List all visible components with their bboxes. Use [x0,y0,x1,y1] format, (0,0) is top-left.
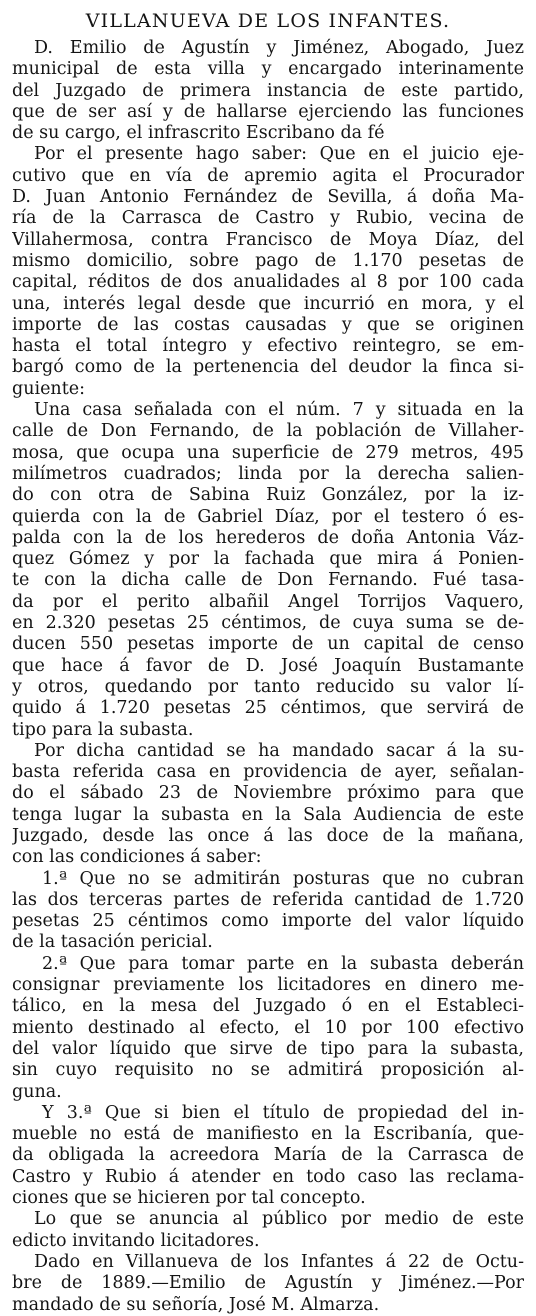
paragraph [12,954,524,1103]
newspaper-notice [12,6,524,1316]
paragraph [12,1103,524,1209]
text-line: una, interés legal desde que incurrió en mora, y el [12,293,524,314]
text-line: sin cuyo requisito no se admitirá proposición al- [12,1060,524,1081]
text-line: miento destinado al efecto, el 10 por 100 efectivo [12,1017,524,1038]
text-line: en 2.320 pesetas 25 céntimos, de cuya suma se de- [12,613,524,634]
text-line: tipo para la subasta. [12,719,194,740]
text-line: del valor líquido que sirve de tipo para la subasta, [12,1038,524,1059]
notice-title: VILLANUEVA DE LOS INFANTES. [85,10,451,32]
text-line: pesetas 25 céntimos como importe del valor líquido [12,911,524,932]
text-line: las dos terceras partes de referida cantidad de 1.720 [12,889,524,910]
text-line: Por dicha cantidad se ha mandado sacar á la su- [34,740,524,761]
text-line: importe de las costas causadas y que se originen [12,314,524,335]
text-line: cutivo que en vía de apremio agita el Procurador [12,165,524,186]
text-line: da por el perito albañil Angel Torrijos Vaquero, [12,591,524,612]
text-line: do el sábado 23 de Noviembre próximo para que [12,783,524,804]
text-line: Juzgado, desde las once á las doce de la mañana, [12,825,524,846]
text-line: Por el presente hago saber: Que en el juicio eje- [34,144,524,165]
text-line: y otros, quedando por tanto reducido su valor lí- [12,676,524,697]
text-line: bre de 1889.—Emilio de Agustín y Jiménez.—Por [12,1273,524,1294]
text-line: 2.ª Que para tomar parte en la subasta deberán [42,953,524,974]
text-line: ría de la Carrasca de Castro y Rubio, vecina de [12,208,524,229]
text-line: calle de Don Fernando, de la población de Villaher- [12,421,524,442]
text-line: tenga lugar la subasta en la Sala Audiencia de este [12,804,524,825]
text-line: do con otra de Sabina Ruiz González, por la iz- [12,485,524,506]
text-line: municipal de esta villa y encargado interinamente [12,59,524,80]
text-line: del Juzgado de primera instancia de este partido, [12,80,524,101]
text-line: da obligada la acreedora María de la Carrasca de [12,1145,524,1166]
text-line: milímetros cuadrados; linda por la derecha salien- [12,463,524,484]
text-line: mueble no está de manifiesto en la Escribanía, que- [12,1124,524,1145]
paragraph [12,400,524,741]
text-line: con las condiciones á saber: [12,847,262,868]
paragraph [12,1252,524,1316]
text-line: mismo domicilio, sobre pago de 1.170 pesetas de [12,250,524,271]
text-line: D. Emilio de Agustín y Jiménez, Abogado, Juez [34,38,524,58]
text-line: palda con la de los herederos de doña Antonia Váz- [12,527,524,548]
text-line: Dado en Villanueva de los Infantes á 22 de Octu- [34,1251,524,1272]
text-line: Una casa señalada con el núm. 7 y situada en la [34,400,524,421]
text-line: consignar previamente los licitadores en dinero me- [12,975,524,996]
text-line: D. Juan Antonio Fernández de Sevilla, á doña Ma- [12,187,524,208]
text-line: basta referida casa en providencia de ayer, señalan- [12,762,524,783]
text-line: edicto invitando licitadores. [12,1230,260,1251]
text-line: de la tasación pericial. [12,932,213,953]
text-line: mandado de su señoría, José M. Almarza. [12,1294,380,1315]
text-line: que de ser así y de hallarse ejerciendo las funciones [12,101,524,122]
text-line: que hace á favor de D. José Joaquín Bustamante [12,655,524,676]
text-line: quierda con la de Gabriel Díaz, por el testero ó es- [12,506,524,527]
paragraph [12,1209,524,1252]
text-line: Y 3.ª Que si bien el título de propiedad del in- [42,1102,524,1123]
text-line: Villahermosa, contra Francisco de Moya Díaz, del [12,229,524,250]
text-line: Castro y Rubio á atender en todo caso las reclama- [12,1166,524,1187]
text-line: de su cargo, el infrascrito Escribano da fé [12,123,385,144]
text-line: hasta el total íntegro y efectivo reintegro, se em- [12,336,524,357]
text-line: bargó como de la pertenencia del deudor la finca si- [12,357,524,378]
text-line: tálico, en la mesa del Juzgado ó en el Estableci- [12,996,524,1017]
text-line: 1.ª Que no se admitirán posturas que no cubran [42,868,524,889]
paragraph [12,144,524,400]
paragraph [12,38,524,144]
text-line: quido á 1.720 pesetas 25 céntimos, que servirá de [12,698,524,719]
text-line: te con la dicha calle de Don Fernando. Fué tasa- [12,570,524,591]
paragraph [12,869,524,954]
text-line: Lo que se anuncia al público por medio de este [34,1209,524,1230]
text-line: ducen 550 pesetas importe de un capital de censo [12,634,524,655]
text-line: guiente: [12,378,85,399]
text-line: capital, réditos de dos anualidades al 8 por 100 cada [12,272,524,293]
notice-body [12,38,524,1316]
text-line: mosa, que ocupa una superficie de 279 metros, 495 [12,442,524,463]
paragraph [12,741,524,869]
text-line: ciones que se hicieren por tal concepto. [12,1188,366,1209]
text-line: guna. [12,1081,62,1102]
text-line: quez Gómez y por la fachada que mira á Ponien- [12,549,524,570]
